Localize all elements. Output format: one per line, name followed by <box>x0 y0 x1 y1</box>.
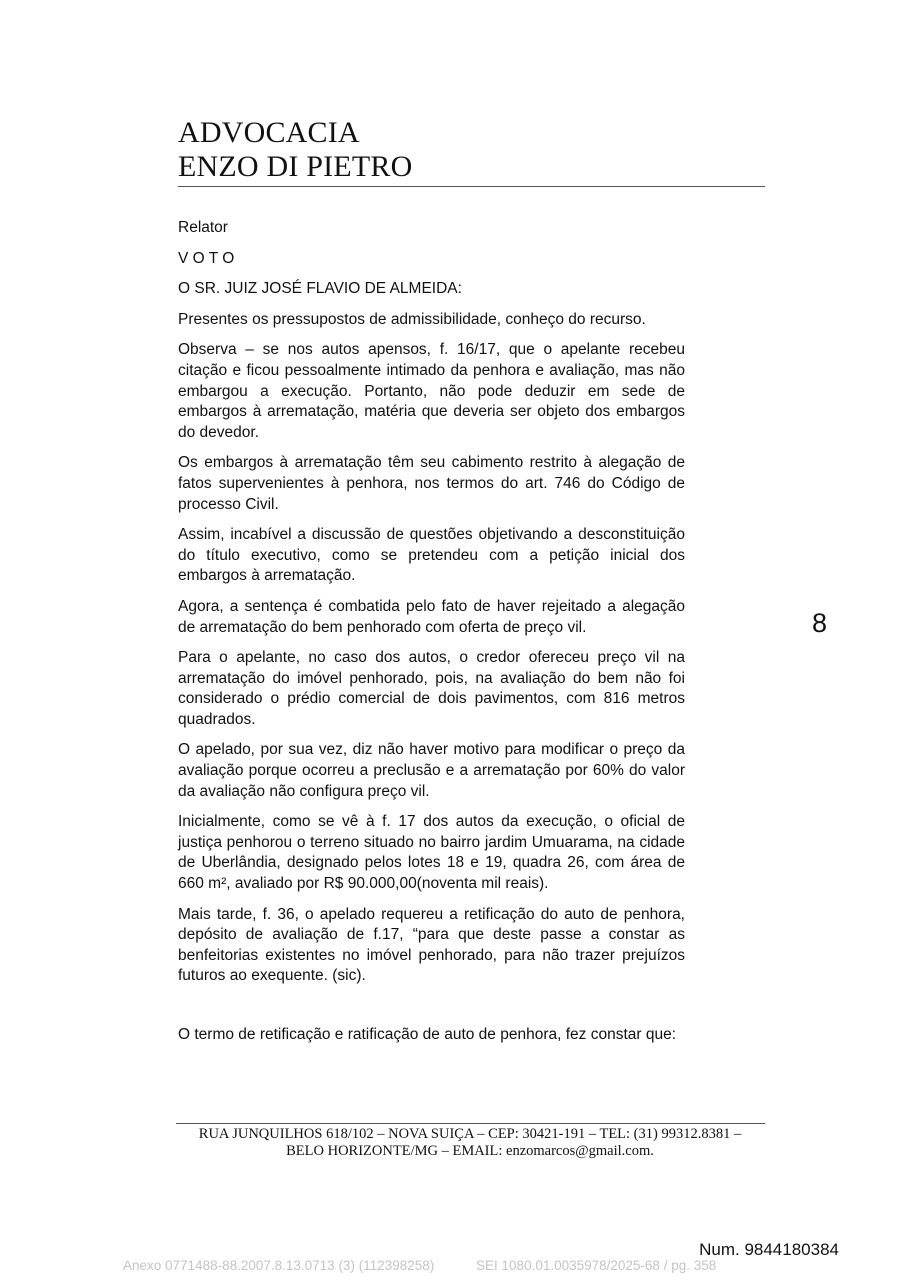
paragraph-relator: Relator <box>178 219 228 236</box>
paragraph: Assim, incabível a discussão de questões objetivando a desconstituição do título executivo, como se pretendeu com a petição inicial dos embargos à arrematação. <box>178 526 685 585</box>
paragraph: O termo de retificação e ratificação de auto de penhora, fez constar que: <box>178 1026 677 1043</box>
paragraph: Inicialmente, como se vê à f. 17 dos autos da execução, o oficial de justiça penhorou o terreno situado no bairro jardim Umuarama, na cidade de Uberlândia, designado pelos lotes 18 e 19, quadra 26, com área de 660 m², avaliado por R$ 90.000,00(noventa mil reais). <box>178 813 685 893</box>
document-body <box>178 218 685 1056</box>
paragraph: O apelado, por sua vez, diz não haver motivo para modificar o preço da avaliação porque ocorreu a preclusão e a arrematação por 60% do valor da avaliação não configura preço vil. <box>178 741 685 800</box>
letterhead-line-2: ENZO DI PIETRO <box>178 150 413 183</box>
paragraph: Mais tarde, f. 36, o apelado requereu a retificação do auto de penhora, depósito de avaliação de f.17, “para que deste passe a constar as benfeitorias existentes no imóvel penhorado, para não trazer prejuízos futuros ao exequente. (sic). <box>178 905 685 985</box>
annex-reference: Anexo 0771488-88.2007.8.13.0713 (3) (112398258) <box>123 1258 435 1273</box>
footer-address: RUA JUNQUILHOS 618/102 – NOVA SUIÇA – CEP: 30421-191 – TEL: (31) 99312.8381 – BELO HORIZONTE/MG – EMAIL: enzomarcos@gmail.com. <box>198 1126 742 1159</box>
paragraph: Observa – se nos autos apensos, f. 16/17, que o apelante recebeu citação e ficou pessoalmente intimado da penhora e avaliação, mas não embargou a execução. Portanto, não pode deduzir em sede de embargos à arrematação, matéria que deveria ser objeto dos embargos do devedor. <box>178 341 685 441</box>
header-divider <box>178 186 765 187</box>
letterhead-title <box>178 116 765 184</box>
footer-divider <box>176 1123 765 1124</box>
paragraph: Agora, a sentença é combatida pelo fato de haver rejeitado a alegação de arrematação do bem penhorado com oferta de preço vil. <box>178 597 685 636</box>
annex-stamp-line <box>123 1258 823 1274</box>
sei-reference: SEI 1080.01.0035978/2025-68 / pg. 358 <box>476 1258 717 1273</box>
paragraph: Para o apelante, no caso dos autos, o credor ofereceu preço vil na arrematação do imóvel penhorado, pois, na avaliação do bem não foi considerado o prédio comercial de dois pavimentos, com 816 metros quadrados. <box>178 649 685 728</box>
letterhead-line-1: ADVOCACIA <box>178 116 360 149</box>
paragraph: Os embargos à arrematação têm seu cabimento restrito à alegação de fatos supervenientes à penhora, nos termos do art. 746 do Código de processo Civil. <box>178 454 685 513</box>
paragraph: Presentes os pressupostos de admissibilidade, conheço do recurso. <box>178 310 646 328</box>
paragraph-voto-heading: V O T O <box>178 249 235 267</box>
paragraph-judge-name: O SR. JUIZ JOSÉ FLAVIO DE ALMEIDA: <box>178 280 462 298</box>
side-page-number: 8 <box>812 608 828 638</box>
document-number-stamp: Num. 9844180384 <box>699 1240 839 1259</box>
